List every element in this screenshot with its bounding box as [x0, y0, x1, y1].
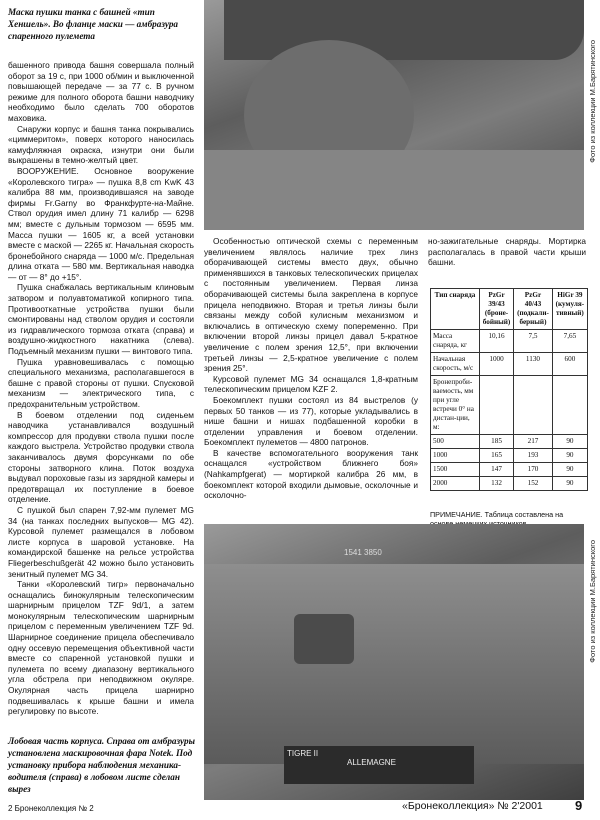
photo-barrel: [224, 0, 584, 60]
photo-serial: 1541 3850: [344, 548, 382, 557]
table-header: Тип снаряда: [431, 289, 480, 330]
table-row: [431, 435, 588, 449]
table-cell: 1000: [431, 449, 480, 463]
column-2: [204, 236, 418, 501]
photo-glacis: [204, 564, 584, 764]
plate-subtitle: ALLEMAGNE: [347, 758, 396, 767]
credit-bottom: Фото из коллекции М.Барятинского: [588, 540, 597, 663]
photo-front-hull: [204, 524, 584, 800]
table-cell: 2000: [431, 477, 480, 491]
table-header: PzGr 39/43 (броне-бойный): [479, 289, 513, 330]
table-cell: 600: [552, 353, 587, 376]
column-1: [8, 60, 194, 717]
page-number: 9: [575, 798, 583, 813]
column-3: [428, 236, 586, 268]
table-cell: 90: [552, 477, 587, 491]
table-header: PzGr 40/43 (подкали-берный): [514, 289, 553, 330]
footer-right: «Бронеколлекция» № 2'2001: [402, 800, 543, 812]
table-cell: 1130: [514, 353, 553, 376]
col2-paragraph: Боекомплект пушки состоял из 84 выстрелов (у первых 50 танков — из 77), которые укладывались в нише башни и нишах подбашенной коробки в отделении управления и боевом отделении. Боекомплект пулеметов — 4800 патронов.: [204, 394, 418, 448]
table-cell: 165: [479, 449, 513, 463]
table-row-velocity: [431, 353, 588, 376]
table-cell: 217: [514, 435, 553, 449]
col1-paragraph: башенного привода башня совершала полный оборот за 19 с, при 1000 об/мин и выключенной повышающей передаче — за 77 с. В ручном режиме для полного оборота башни наводчику необходимо было сделать 700 оборотов маховика.: [8, 60, 194, 123]
table-row-penetration-label: [431, 376, 588, 435]
table-cell: [552, 376, 587, 435]
table-cell: 185: [479, 435, 513, 449]
table-cell: 7,65: [552, 330, 587, 353]
table-cell: 10,16: [479, 330, 513, 353]
caption-top: Маска пушки танка с башней «тип Хеншель». Во фланце маски — амбразура спаренного пулемета: [8, 7, 179, 41]
table-cell: 193: [514, 449, 553, 463]
col1-paragraph: Танки «Королевский тигр» первоначально оснащались бинокулярным телескопическим шарнирным прицелом TZF 9d/1, а затем монокулярным телескопическим шарнирным прицелом с переменным увеличением TZF 9d. Шарнирное соединение прицела обеспечивало одну оссевую перемещения объективной части вместе со спаренной установкой пушки и пулемета по всему диапазону вертикального угла обстрела при неподвижном окуляре. Окулярная часть прицела шарнирно подвешивалась к крыше башни и имела регулировку по высоте.: [8, 579, 194, 717]
table-cell: 500: [431, 435, 480, 449]
table-cell: [514, 376, 553, 435]
table-row-mass: [431, 330, 588, 353]
col2-paragraph: В качестве вспомогательного вооружения танк оснащался «устройством ближнего боя» (Nahkampfgerat) — мортиркой калибра 26 мм, в боекомплект которой входили дымовые, осколочные и осколочно-: [204, 447, 418, 501]
plate-title: TIGRE II: [287, 749, 319, 758]
table-cell: 170: [514, 463, 553, 477]
table-cell: [479, 376, 513, 435]
col1-paragraph: ВООРУЖЕНИЕ. Основное вооружение «Королевского тигра» — пушка 8,8 cm KwK 43 калибра 88 мм, производившаяся на заводе фирмы Fr.Garny во Франкфурте-на-Майне. Ствол орудия имел длину 71 калибр — 6298 мм; вместе с дульным тормозом — 6595 мм. Масса пушки — 1605 кг, а всей установки вместе с маской — 2265 кг. Начальная скорость бронебойного снаряда — 1000 м/с. Предельная длина отката — 580 мм. Вертикальная наводка — от — 8° до +15°.: [8, 165, 194, 282]
table-header: HiGr 39 (кумуля-тивный): [552, 289, 587, 330]
caption-bottom: Лобовая часть корпуса. Справа от амбразуры установлена маскировочная фара Notek. Под установку прибора наблюдения механика-водителя (справа) в лобовом листе сделан вырез: [8, 736, 195, 794]
table-cell: 1000: [479, 353, 513, 376]
col1-paragraph: Снаружи корпус и башня танка покрывались «циммеритом», поверх которого наносилась камуфляжная окраска, изнутри они были выкрашены в темно-желтый цвет.: [8, 123, 194, 166]
table-cell: 1500: [431, 463, 480, 477]
table-row: [431, 477, 588, 491]
col1-paragraph: В боевом отделении под сиденьем наводчика устанавливался воздушный компрессор для продувки ствола пушки после каждого выстрела. Устройство продувки ствола заканчивалось двумя форсунками по обе стороны затворного клина. Поток воздуха выдувал пороховые газы из зарядной камеры и предотвращал их поступление в боевое отделение.: [8, 409, 194, 505]
ammo-table: [430, 288, 588, 491]
table-cell: 147: [479, 463, 513, 477]
table-row: [431, 463, 588, 477]
col3-paragraph: но-зажигательные снаряды. Мортирка располагалась в правой части крыши башни.: [428, 236, 586, 268]
table-row: [431, 449, 588, 463]
col1-paragraph: С пушкой был спарен 7,92-мм пулемет MG 34 (на танках последних выпусков— MG 42). Курсовой пулемет размещался в лобовом листе корпуса в шаровой установке. На командирской башенке на рельсе устройства Fliegerbeschußgerät 42 можно было установить зенитный пулемет MG 34.: [8, 504, 194, 579]
table-cell: 132: [479, 477, 513, 491]
col1-paragraph: Пушка снабжалась вертикальным клиновым затвором и полуавтоматикой копирного типа. Противооткатные устройства пушки были смонтированы над стволом орудия и состояли из гидравлического тормоза отката (справа) и воздушно-жидкостного накатника (слева). Подъемный механизм пушки — винтового типа.: [8, 282, 194, 357]
table-cell: 90: [552, 435, 587, 449]
table-cell: 90: [552, 463, 587, 477]
table-cell: 7,5: [514, 330, 553, 353]
footer-left: 2 Бронеколлекция № 2: [8, 804, 94, 813]
table-header-row: [431, 289, 588, 330]
table-note: ПРИМЕЧАНИЕ. Таблица составлена на: [430, 510, 564, 519]
table-label: Масса снаряда, кг: [431, 330, 480, 353]
credit-top: Фото из коллекции М.Барятинского: [588, 40, 597, 163]
col2-paragraph: Особенностью оптической схемы с переменным увеличением являлось наличие трех линз оборачивающей системы вместо двух, обычно применявшихся в танковых телескопических прицелах с постоянным увеличением. Первая линза оборачивающей системы была закреплена в корпусе прицела неподвижно. Вторая и третья линзы были связаны между собой кулисным механизмом и включались в оптическую схему попеременно. При включении второй линзы прицел давал 5-кратное увеличение с полем зрения 12,5°, при включении третьей линзы — 2,5-кратное увеличение с полем зрения 25°.: [204, 236, 418, 374]
photo-plate: [284, 746, 474, 784]
table-cell: 152: [514, 477, 553, 491]
table-label: Бронепроби-ваемость, мм при угле встречи 0° на дистан-ции, м:: [431, 376, 480, 435]
col2-paragraph: Курсовой пулемет MG 34 оснащался 1,8-кратным телескопическим прицелом KZF 2.: [204, 373, 418, 395]
photo-hull: [204, 150, 584, 230]
photo-gun-mantlet: [204, 0, 584, 230]
table-cell: 90: [552, 449, 587, 463]
table-label: Начальная скорость, м/с: [431, 353, 480, 376]
col1-paragraph: Пушка уравновешивалась с помощью специального механизма, располагавшегося в башне с правой стороны от пушки. Спусковой механизм — электрического типа, с предохранительным устройством.: [8, 356, 194, 409]
photo-hatch: [294, 614, 354, 664]
